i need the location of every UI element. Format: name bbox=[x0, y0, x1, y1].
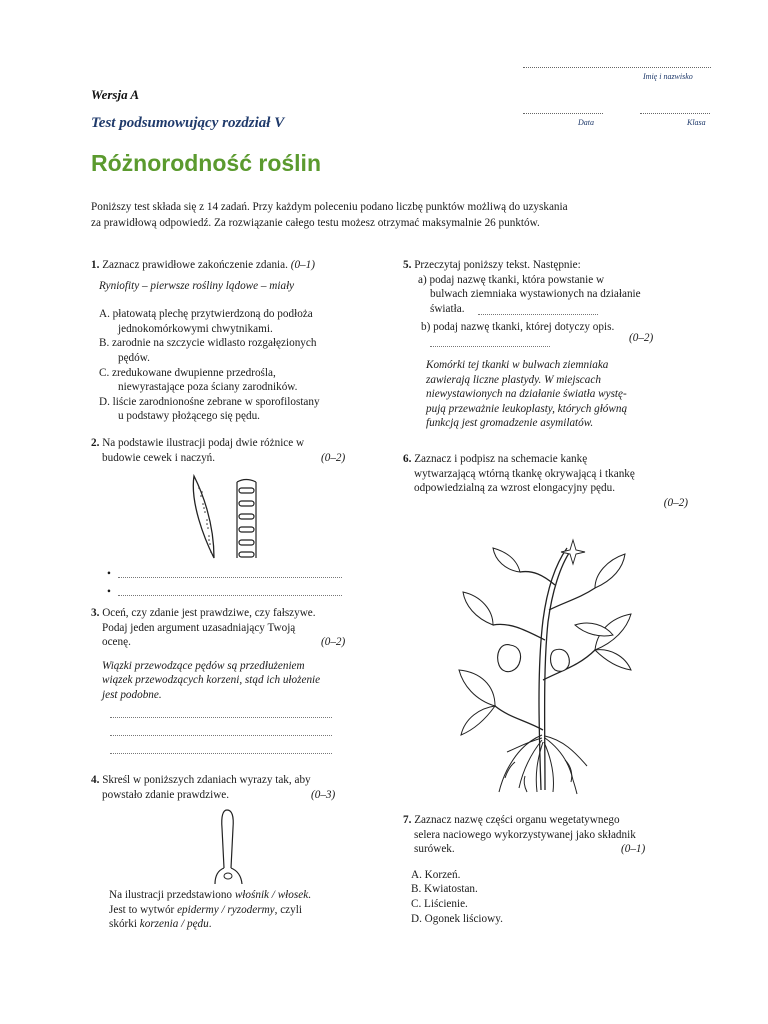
q3-points: (0–2) bbox=[321, 636, 346, 649]
q2-points: (0–2) bbox=[321, 451, 346, 464]
q5-quote-3: niewystawionych na działanie światła wystę- bbox=[426, 388, 627, 401]
tracheid-drawing bbox=[193, 476, 214, 558]
q5-line-1: Przeczytaj poniższy tekst. Następnie: bbox=[414, 259, 581, 271]
root-hair-illustration bbox=[205, 806, 255, 886]
q5-a-line-2: bulwach ziemniaka wystawionych na działanie bbox=[430, 288, 641, 301]
q2-answer-line-1[interactable] bbox=[118, 576, 342, 578]
class-label: Klasa bbox=[687, 118, 706, 127]
date-label: Data bbox=[578, 118, 594, 127]
q7-line-2: selera naciowego wykorzystywanej jako składnik bbox=[414, 828, 636, 841]
test-subtitle: Test podsumowujący rozdział V bbox=[91, 115, 285, 131]
q4-choice-1[interactable]: włośnik / włosek bbox=[234, 889, 309, 901]
q4-sentences: Na ilustracji przedstawiono włośnik / włosek. Jest to wytwór epidermy / ryzodermy, czyli skórki korzenia / pędu. bbox=[109, 889, 311, 931]
page-title: Różnorodność roślin bbox=[91, 150, 321, 176]
q5-number: 5. bbox=[403, 259, 412, 271]
q3-line-2: Podaj jeden argument uzasadniający Twoją bbox=[102, 621, 296, 634]
name-field-line[interactable] bbox=[523, 66, 711, 68]
q7-option-d[interactable]: D. Ogonek liściowy. bbox=[411, 912, 503, 925]
q5-a-line-3: światła. bbox=[430, 302, 465, 315]
q5-quote-1: Komórki tej tkanki w bulwach ziemniaka bbox=[426, 358, 609, 371]
q3-line-3: ocenę. bbox=[102, 636, 131, 649]
q7-line-3: surówek. bbox=[414, 843, 455, 856]
q7-number: 7. bbox=[403, 814, 412, 826]
question-1 bbox=[91, 258, 381, 424]
q4-line-1: Skreśl w poniższych zdaniach wyrazy tak, aby bbox=[102, 774, 311, 786]
q2-line-2: budowie cewek i naczyń. bbox=[102, 451, 216, 464]
q3-answer-line-1[interactable] bbox=[110, 716, 332, 718]
q7-points: (0–1) bbox=[621, 843, 646, 856]
q3-quote-2: wiązek przewodzących korzeni, stąd ich ułożenie bbox=[102, 674, 321, 687]
plant-scheme-illustration[interactable] bbox=[455, 530, 635, 795]
q1-option-b[interactable]: B. zarodnie na szczycie widlasto rozgałęzionych pędów. bbox=[99, 337, 317, 364]
q4-choice-3[interactable]: korzenia / pędu bbox=[139, 918, 209, 931]
q2-number: 2. bbox=[91, 437, 100, 449]
q5-a-line-1: a) podaj nazwę tkanki, która powstanie w bbox=[418, 273, 605, 286]
question-4 bbox=[91, 773, 381, 802]
q3-quote-1: Wiązki przewodzące pędów są przedłużeniem bbox=[102, 659, 305, 672]
q5-points: (0–2) bbox=[629, 331, 654, 344]
q3-quote-3: jest podobne. bbox=[102, 688, 162, 701]
q1-option-d[interactable]: D. liście zarodnionośne zebrane w sporofilostany u podstawy płożącego się pędu. bbox=[99, 395, 320, 423]
q4-choice-2[interactable]: epidermy / ryzodermy bbox=[177, 903, 275, 916]
q1-points: (0–1) bbox=[290, 259, 315, 271]
q6-line-2: wytwarzającą wtórną tkankę okrywającą i tkankę bbox=[414, 467, 635, 480]
q5-b-line-1: b) podaj nazwę tkanki, której dotyczy opis. bbox=[421, 321, 615, 334]
q5-a-answer-line[interactable] bbox=[478, 313, 598, 315]
q4-line-2: powstało zdanie prawdziwe. bbox=[102, 788, 230, 801]
q1-option-c[interactable]: C. zredukowane dwupienne przedrośla, niewyrastające poza ściany zarodników. bbox=[99, 366, 298, 394]
q5-quote-5: funkcją jest gromadzenie asymilatów. bbox=[426, 417, 594, 430]
plant-fruits bbox=[498, 645, 570, 672]
plant-roots bbox=[499, 735, 587, 794]
question-7 bbox=[403, 813, 693, 926]
version-label: Wersja A bbox=[91, 87, 140, 102]
q2-answer-bullet-1: • bbox=[107, 568, 111, 580]
q3-answer-line-3[interactable] bbox=[110, 752, 332, 754]
q1-number: 1. bbox=[91, 259, 100, 271]
q7-option-c[interactable]: C. Liścienie. bbox=[411, 897, 468, 910]
q6-line-1: Zaznacz i podpisz na schemacie kankę bbox=[414, 453, 588, 465]
q1-text: Zaznacz prawidłowe zakończenie zdania. bbox=[102, 259, 288, 271]
q3-line-1: Oceń, czy zdanie jest prawdziwe, czy fałszywe. bbox=[102, 607, 316, 619]
q5-quote-2: zawierają liczne plastydy. W miejscach bbox=[426, 373, 601, 386]
q2-answer-bullet-2: • bbox=[107, 586, 111, 598]
q1-option-a[interactable]: A. płatowatą plechę przytwierdzoną do podłoża jednokomórkowymi chwytnikami. bbox=[99, 308, 313, 335]
tracheid-and-vessel-illustration bbox=[180, 472, 270, 562]
date-field-line[interactable] bbox=[523, 112, 603, 114]
intro-line-1: Poniższy test składa się z 14 zadań. Przy każdym poleceniu podano liczbę punktów możliwą do uzyskania bbox=[91, 201, 568, 213]
q4-points: (0–3) bbox=[311, 788, 336, 801]
q4-number: 4. bbox=[91, 774, 100, 786]
q3-answer-line-2[interactable] bbox=[110, 734, 332, 736]
q6-number: 6. bbox=[403, 453, 412, 465]
intro-text bbox=[91, 199, 651, 231]
class-field-line[interactable] bbox=[640, 112, 710, 114]
q7-option-a[interactable]: A. Korzeń. bbox=[411, 868, 461, 881]
q7-option-b[interactable]: B. Kwiatostan. bbox=[411, 883, 478, 896]
question-2 bbox=[91, 436, 381, 465]
name-label: Imię i nazwisko bbox=[643, 72, 693, 81]
q3-number: 3. bbox=[91, 607, 100, 619]
vessel-drawing bbox=[237, 480, 256, 559]
q2-line-1: Na podstawie ilustracji podaj dwie różnice w bbox=[102, 437, 305, 449]
q6-points: (0–2) bbox=[663, 496, 688, 509]
q5-b-answer-line[interactable] bbox=[430, 345, 550, 347]
intro-line-2: za prawidłową odpowiedź. Za rozwiązanie całego testu możesz otrzymać maksymalnie 26 punktów. bbox=[91, 217, 540, 229]
q6-line-3: odpowiedzialną za wzrost elongacyjny pędu. bbox=[414, 482, 615, 495]
question-5 bbox=[403, 258, 693, 431]
q7-line-1: Zaznacz nazwę części organu wegetatywnego bbox=[414, 814, 620, 826]
q5-quote-4: pują przeważnie leukoplasty, których główną bbox=[426, 402, 628, 415]
question-3 bbox=[91, 606, 381, 703]
question-6 bbox=[403, 452, 693, 510]
q2-answer-line-2[interactable] bbox=[118, 594, 342, 596]
q1-stem: Ryniofity – pierwsze rośliny lądowe – miały bbox=[99, 279, 295, 292]
